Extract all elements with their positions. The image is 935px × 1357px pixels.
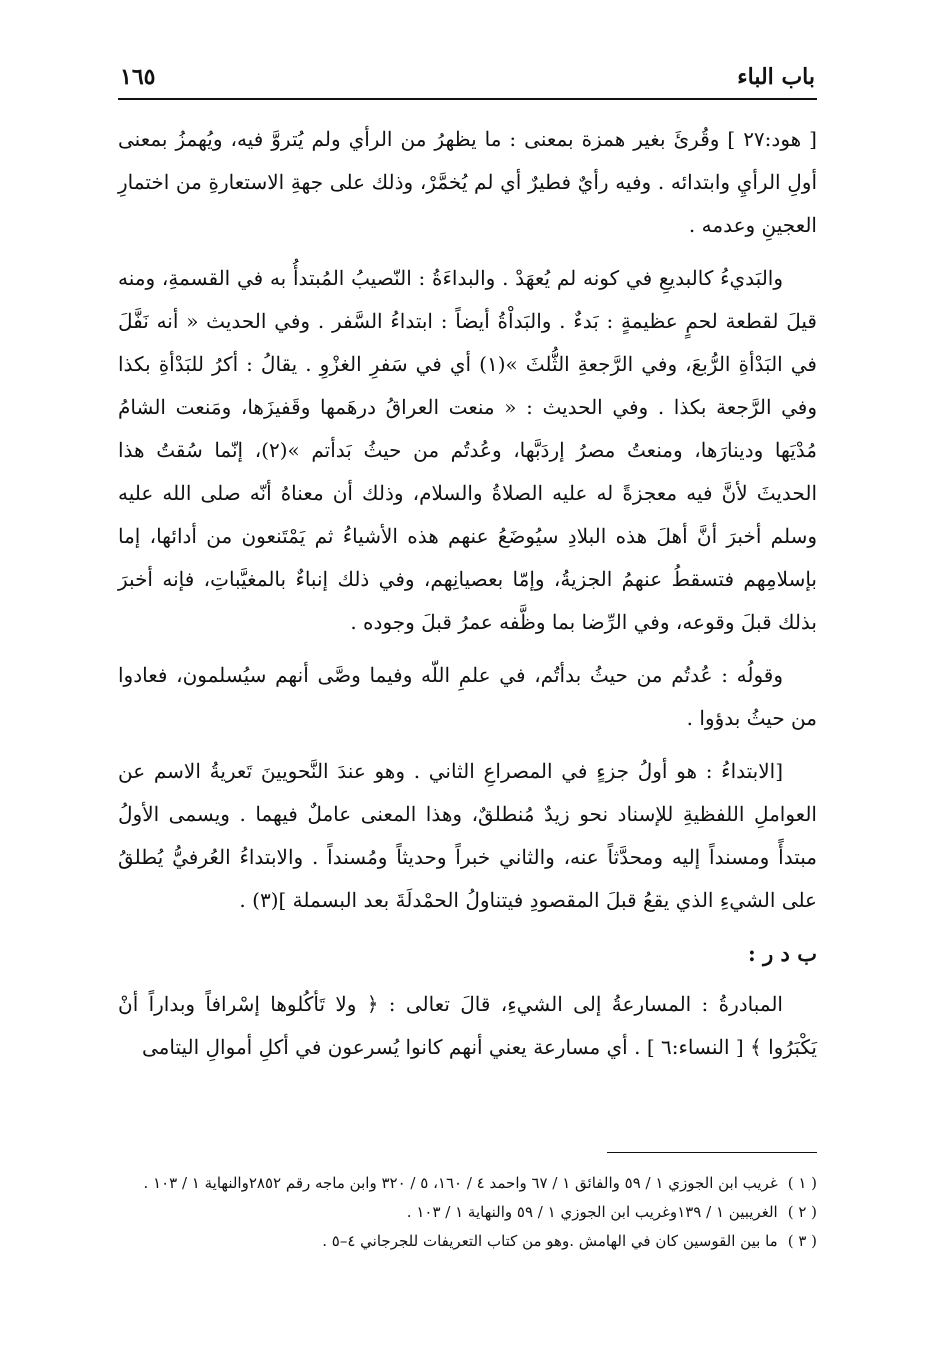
paragraph-2: والبَديءُ كالبديعِ في كونه لم يُعهَدْ . والبداءَةُ : النّصيبُ المُبتدأُ به في القسمةِ، ومنه قيلَ لقطعة لحمٍ عظيمةٍ : بَدءٌ . والبَداْةُ أيضاً : ابتداءُ السَّفر . وفي الحديث « أنه نَفَّلَ في البَدْأةِ الرُّبعَ، وفي الرَّجعةِ الثُّلثَ »(١) أي في سَفرِ الغزْوِ . يقالُ : أكرُ للبَدْأةِ بكذا وفي الرَّجعة بكذا . وفي الحديث : « منعت العراقُ درهَمها وقَفيزَها، ومَنعت الشامُ مُدْيَها ودينارَها، ومنعتُ مصرُ إردَبَّها، وعُدتُم من حيثُ بَدأتم »(٢)، إنّما سُقتُ هذا الحديثَ لأنَّ فيه معجزةً له عليه الصلاةُ والسلام، وذلك أن معناهُ أنّه صلى الله عليه وسلم أخبرَ أنَّ أهلَ هذه البلادِ سيُوضَعُ عنهم هذه الأشياءُ ثم يَمْتَنعون من أدائها، إما بإسلامِهم فتسقطُ عنهمُ الجزيةُ، وإمّا بعصيانِهم، وفي ذلك إنباءٌ بالمغيَّباتِ، فإنه أخبرَ بذلك قبلَ وقوعه، وفي الرِّضا بما وظَّفه عمرُ قبلَ وجوده .	[118, 266, 817, 634]
paragraph-3: وقولُه : عُدتُم من حيثُ بدأتُم، في علمِ اللّه وفيما وصَّى أنهم سيُسلمون، فعادوا من حيثُ بدؤوا .	[118, 663, 817, 730]
root-heading: ب د ر :	[748, 941, 817, 966]
paragraph-1: [ هود:٢٧ ] وقُرئَ بغير همزة بمعنى : ما يظهرُ من الرأي ولم يُتروَّ فيه، ويُهمزُ بمعنى أولِ الرأيِ وابتدائه . وفيه رأيٌ فطيرٌ أي لم يُخمَّرْ، وذلك على جهةِ الاستعارةِ من اختمارِ العجينِ وعدمه .	[118, 127, 817, 237]
paragraph-5: المبادرةُ : المسارعةُ إلى الشيءِ، قالَ تعالى : ﴿ ولا تَأكُلوها إسْرافاً وبداراً أنْ يَكْبَرُوا ﴾ [ النساء:٦ ] . أي مسارعة يعني أنهم كانوا يُسرعون في أكلِ أموالِ اليتامى	[118, 992, 817, 1059]
footnote-number: ( ٢ )	[787, 1203, 817, 1221]
footnote-3	[118, 1228, 817, 1255]
footnote-2	[118, 1199, 817, 1226]
footnote-number: ( ٣ )	[787, 1232, 817, 1250]
main-text	[118, 118, 817, 1069]
page-number: ١٦٥	[120, 64, 156, 90]
footnote-divider	[607, 1152, 817, 1153]
footnote-text: الغريبين ١ / ١٣٩وغريب ابن الجوزي ١ / ٥٩ والنهاية ١ / ١٠٣ .	[406, 1203, 778, 1221]
footnote-text: غريب ابن الجوزي ١ / ٥٩ والفائق ١ / ٦٧ واحمد ٤ / ١٦٠، ٥ / ٣٢٠ وابن ماجه رقم ٢٨٥٢والنهاية ١ / ١٠٣ .	[143, 1174, 778, 1192]
footnotes	[118, 1170, 817, 1257]
footnote-1	[118, 1170, 817, 1197]
page-header	[118, 64, 817, 100]
chapter-title: باب الباء	[737, 64, 815, 90]
footnote-number: ( ١ )	[787, 1174, 817, 1192]
paragraph-4: [الابتداءُ : هو أولُ جزءٍ في المصراعِ الثاني . وهو عندَ النَّحويينَ تَعريةُ الاسم عن العواملِ اللفظيةِ للإسناد نحو زيدٌ مُنطلقٌ، وهذا المعنى عاملٌ فيهما . ويسمى الأولُ مبتدأً ومسنداً إليه ومحدَّثاً عنه، والثاني خبراً وحديثاً ومُسنداً . والابتداءُ العُرفيُّ يُطلقُ على الشيءِ الذي يقعُ قبلَ المقصودِ فيتناولُ الحمْدلَةَ بعد البسملة ](٣) .	[118, 759, 817, 912]
footnote-text: ما بين القوسين كان في الهامش .وهو من كتاب التعريفات للجرجاني ٤–٥ .	[322, 1232, 778, 1250]
